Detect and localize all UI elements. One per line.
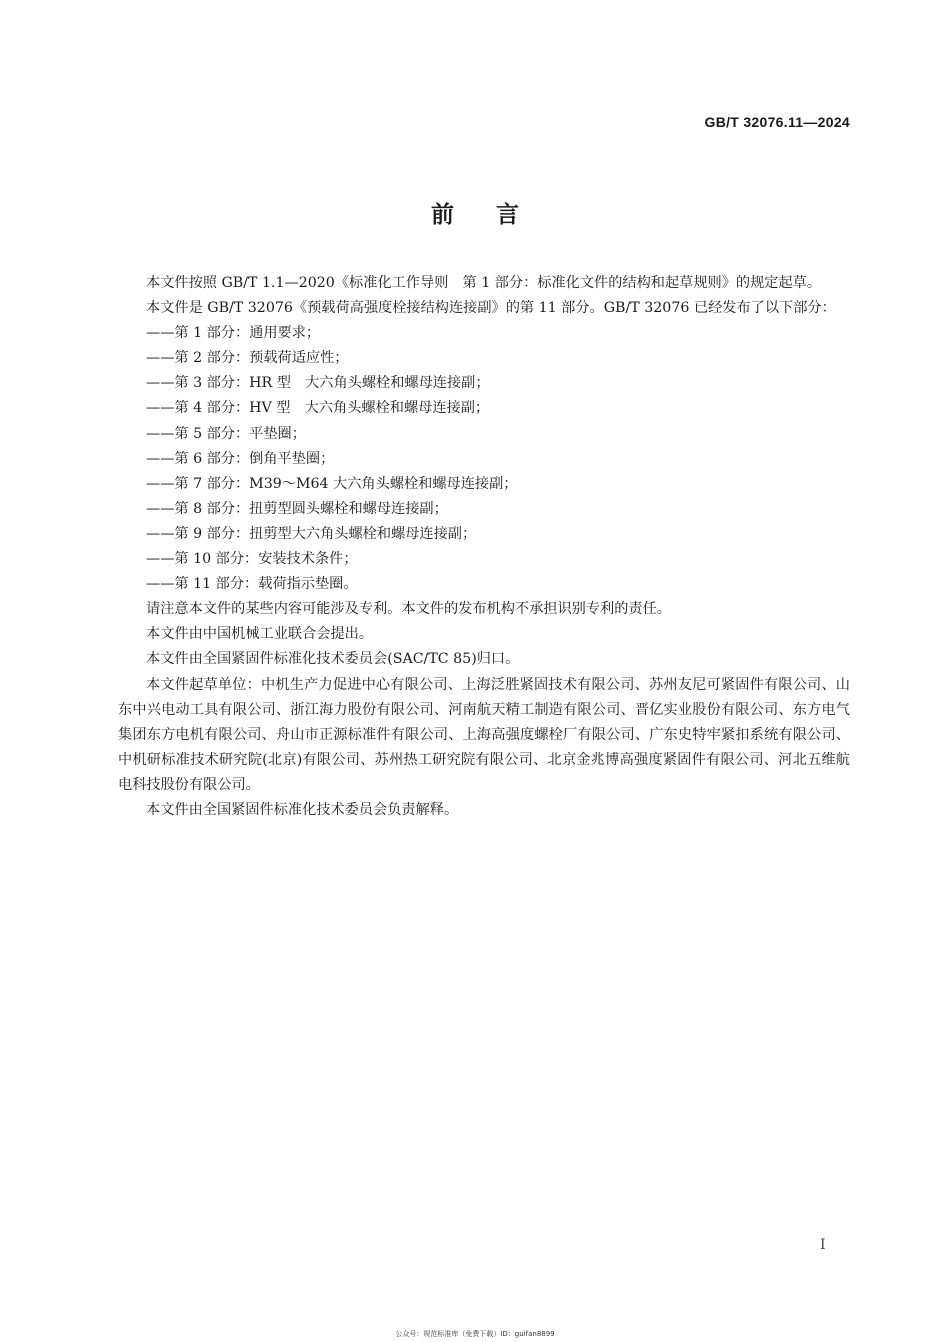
list-item: ——第 2 部分：预载荷适应性；	[146, 350, 349, 367]
list-item: ——第 4 部分：HV 型 大六角头螺栓和螺母连接副；	[146, 400, 490, 417]
page-title: 前言	[431, 202, 561, 228]
paragraph-series-intro: 本文件是 GB/T 32076《预载荷高强度栓接结构连接副》的第 11 部分。GB/T 32076 已经发布了以下部分：	[146, 300, 836, 317]
standard-code: GB/T 32076.11—2024	[704, 114, 850, 130]
paragraph-interpreted-by: 本文件由全国紧固件标准化技术委员会负责解释。	[146, 801, 459, 818]
footer-note: 公众号：规范标准库（免费下载）ID：guifan8899	[395, 1330, 555, 1338]
list-item: ——第 10 部分：安装技术条件；	[146, 551, 358, 568]
paragraph-centralized-by: 本文件由全国紧固件标准化技术委员会(SAC/TC 85)归口。	[146, 651, 520, 668]
paragraph-drafting-rules: 本文件按照 GB/T 1.1—2020《标准化工作导则 第 1 部分：标准化文件的结构和起草规则》的规定起草。	[146, 275, 822, 291]
list-item: ——第 3 部分：HR 型 大六角头螺栓和螺母连接副；	[146, 375, 490, 392]
paragraph-proposed-by: 本文件由中国机械工业联合会提出。	[146, 626, 374, 643]
paragraph-drafting-units: 本文件起草单位：中机生产力促进中心有限公司、上海泛胜紧固技术有限公司、苏州友尼可紧固件有限公司、山东中兴电动工具有限公司、浙江海力股份有限公司、河南航天精工制造有限公司、晋亿实业股份有限公司、东方电气集团东方电机有限公司、舟山市正源标准件有限公司、上海高强度螺栓厂有限公司、广东史特牢紧扣系统有限公司、中机研标准技术研究院(北京)有限公司、苏州热工研究院有限公司、北京金兆博高强度紧固件有限公司、河北五维航电科技股份有限公司。	[118, 676, 850, 793]
document-body	[118, 271, 850, 823]
parts-list	[118, 321, 850, 597]
list-item: ——第 7 部分：M39～M64 大六角头螺栓和螺母连接副；	[146, 475, 518, 492]
list-item: ——第 11 部分：载荷指示垫圈。	[146, 576, 358, 593]
list-item: ——第 6 部分：倒角平垫圈；	[146, 450, 335, 467]
list-item: ——第 8 部分：扭剪型圆头螺栓和螺母连接副；	[146, 500, 448, 517]
list-item: ——第 1 部分：通用要求；	[146, 325, 321, 342]
page-number: I	[820, 1237, 826, 1253]
list-item: ——第 5 部分：平垫圈；	[146, 425, 306, 442]
paragraph-patent-notice: 请注意本文件的某些内容可能涉及专利。本文件的发布机构不承担识别专利的责任。	[146, 601, 671, 618]
list-item: ——第 9 部分：扭剪型大六角头螺栓和螺母连接副；	[146, 525, 477, 542]
